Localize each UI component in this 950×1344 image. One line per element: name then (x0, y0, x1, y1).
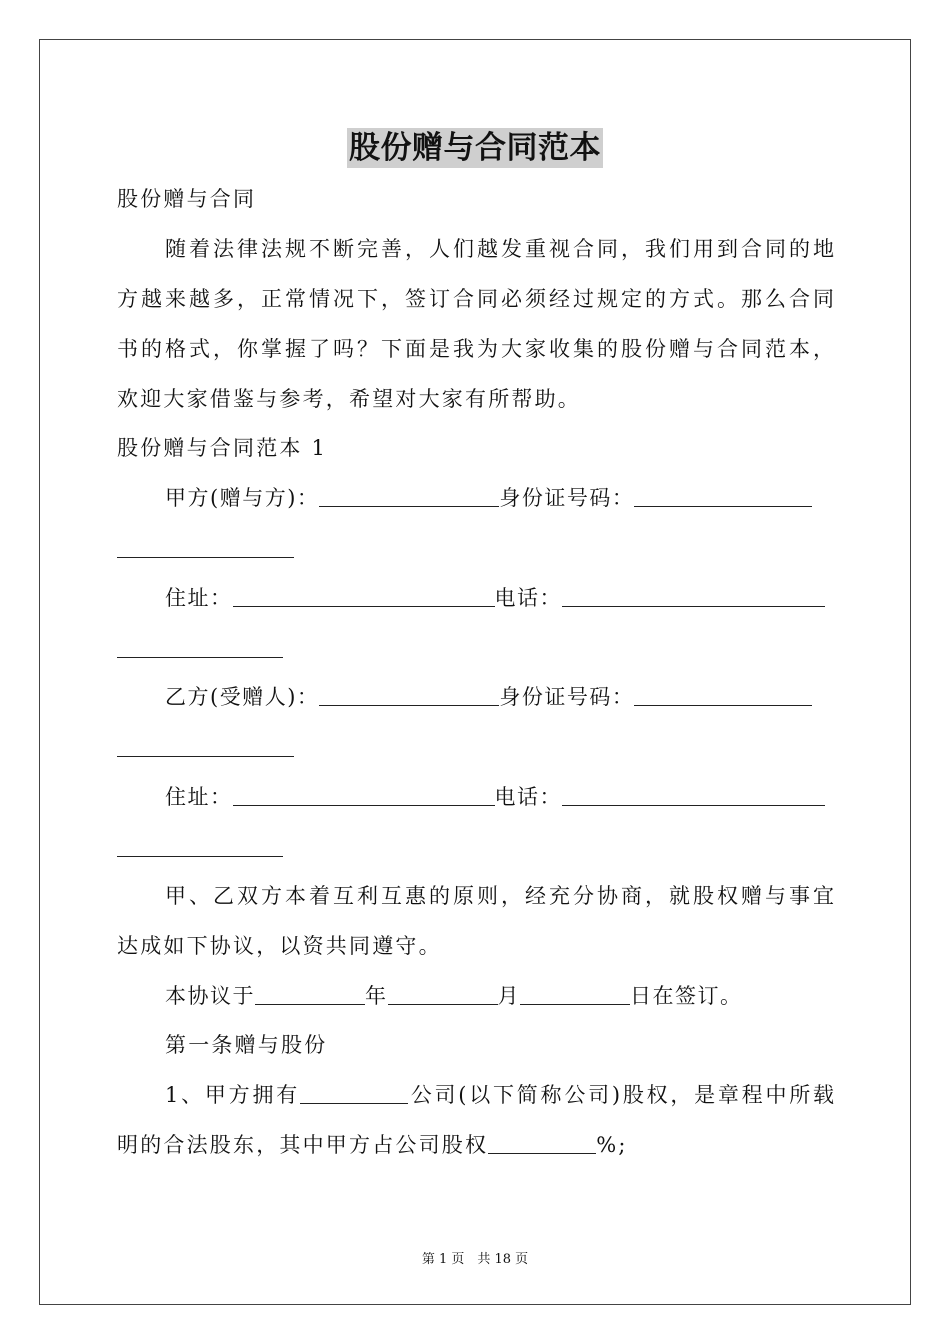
date-month-label: 月 (497, 984, 520, 1008)
date-month-blank[interactable] (388, 984, 498, 1005)
article-1-item-1-line-2-suffix: %; (596, 1133, 628, 1157)
party-b-label: 乙方(受赠人)： (165, 685, 320, 709)
party-a-id-blank-continued[interactable] (117, 557, 294, 558)
party-a-label: 甲方(赠与方)： (165, 486, 320, 510)
party-a-id-label: 身份证号码： (499, 486, 635, 510)
party-a-id-blank[interactable] (634, 486, 812, 507)
party-b-phone-label: 电话： (494, 785, 562, 809)
date-day-blank[interactable] (520, 984, 630, 1005)
agreement-line-2: 达成如下协议，以资共同遵守。 (117, 934, 442, 958)
company-name-blank[interactable] (300, 1083, 408, 1104)
party-b-row (165, 682, 812, 712)
document-title: 股份赠与合同范本 (349, 130, 601, 166)
party-a-address-label: 住址： (165, 586, 233, 610)
document-subtitle: 股份赠与合同 (117, 187, 257, 211)
article-1-item-1-line-2 (117, 1130, 628, 1160)
article-1-item-1-line-1 (165, 1080, 834, 1110)
page-border (39, 39, 911, 1305)
date-row (165, 981, 743, 1011)
party-b-name-blank[interactable] (319, 685, 499, 706)
party-b-phone-blank-continued[interactable] (117, 856, 283, 857)
agreement-line-1: 甲、乙双方本着互利互惠的原则，经充分协商，就股权赠与事宜 (165, 884, 834, 908)
party-a-name-blank[interactable] (319, 486, 499, 507)
intro-line-3: 书的格式，你掌握了吗？下面是我为大家收集的股份赠与合同范本， (117, 337, 834, 361)
party-b-id-blank-continued[interactable] (117, 756, 294, 757)
party-a-phone-label: 电话： (494, 586, 562, 610)
party-b-id-label: 身份证号码： (499, 685, 635, 709)
date-year-label: 年 (365, 984, 388, 1008)
title-container (0, 128, 950, 168)
party-a-phone-blank[interactable] (562, 586, 825, 607)
article-1-item-1-line-2-prefix: 明的合法股东，其中甲方占公司股权 (117, 1133, 489, 1157)
share-percent-blank[interactable] (488, 1133, 596, 1154)
party-a-address-row (165, 583, 825, 613)
party-b-address-label: 住址： (165, 785, 233, 809)
intro-line-4: 欢迎大家借鉴与参考，希望对大家有所帮助。 (117, 387, 581, 411)
section-heading: 股份赠与合同范本 1 (117, 436, 328, 460)
date-year-blank[interactable] (255, 984, 365, 1005)
party-b-address-blank[interactable] (233, 785, 495, 806)
party-a-row (165, 483, 812, 513)
party-a-address-blank[interactable] (233, 586, 495, 607)
date-suffix: 日在签订。 (630, 984, 743, 1008)
article-1-heading: 第一条赠与股份 (165, 1033, 328, 1057)
page-footer: 第 1 页 共 18 页 (421, 1252, 529, 1267)
party-b-address-row (165, 782, 825, 812)
party-a-phone-blank-continued[interactable] (117, 657, 283, 658)
party-b-id-blank[interactable] (634, 685, 812, 706)
intro-line-1: 随着法律法规不断完善，人们越发重视合同，我们用到合同的地 (165, 237, 834, 261)
intro-line-2: 方越来越多，正常情况下，签订合同必须经过规定的方式。那么合同 (117, 287, 834, 311)
article-1-item-1-prefix: 1、甲方拥有 (165, 1083, 300, 1107)
party-b-phone-blank[interactable] (562, 785, 825, 806)
article-1-item-1-middle: 公司(以下简称公司)股权，是章程中所载 (407, 1083, 834, 1107)
date-prefix: 本协议于 (165, 984, 255, 1008)
